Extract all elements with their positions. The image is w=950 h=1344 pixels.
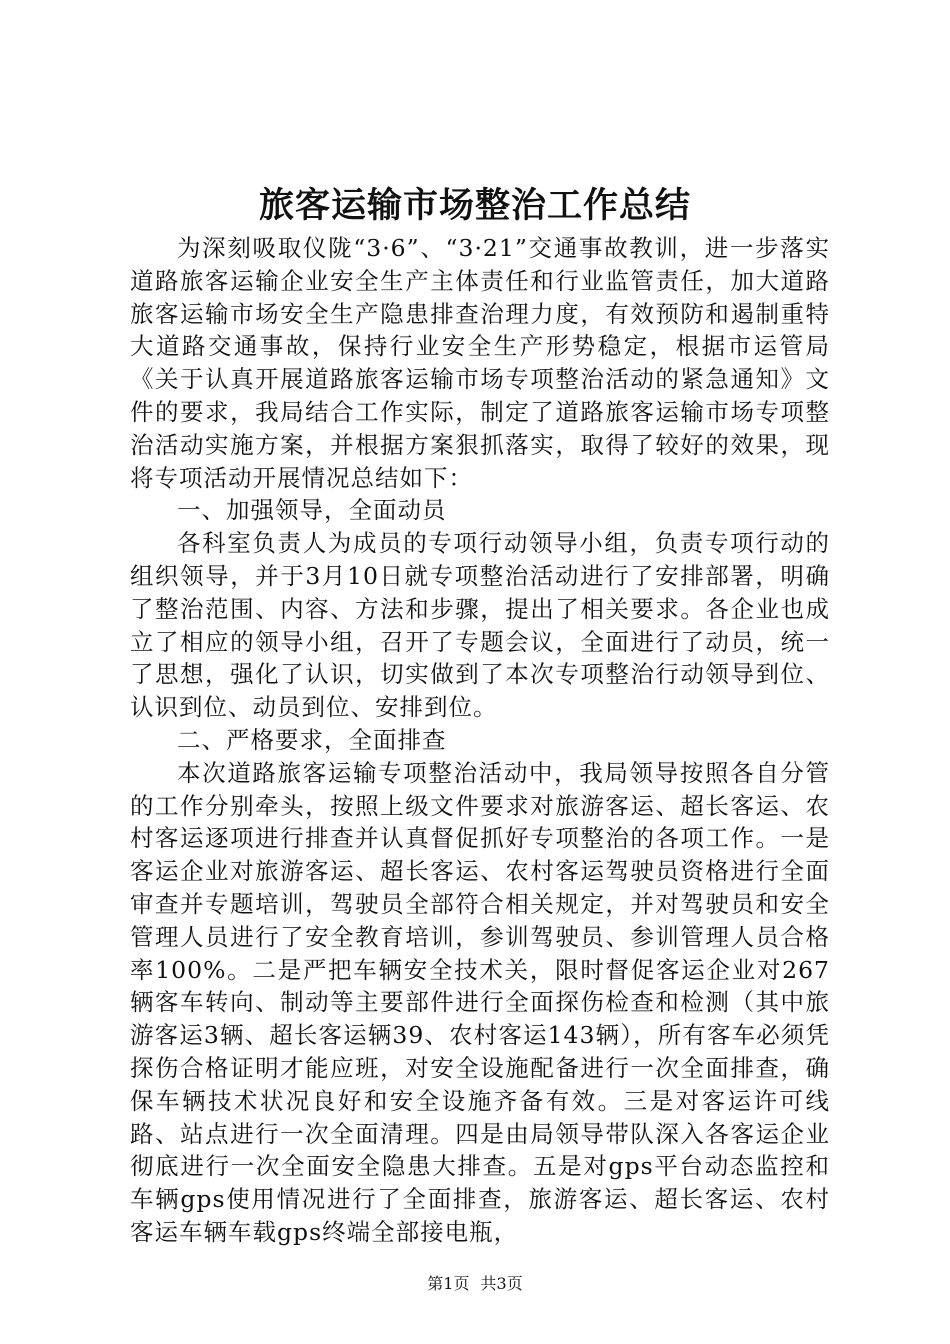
section-1-paragraph: 各科室负责人为成员的专项行动领导小组，负责专项行动的组织领导，并于3月10日就专项整治活动进行了安排部署，明确了整治范围、内容、方法和步骤，提出了相关要求。各企业也成立了相应的领导小组，召开了专题会议，全面进行了动员，统一了思想，强化了认识，切实做到了本次专项整治行动领导到位、认识到位、动员到位、安排到位。 xyxy=(130,529,830,722)
document-title: 旅客运输市场整治工作总结 xyxy=(258,185,691,226)
page-total: 共3页 xyxy=(480,1274,523,1293)
section-heading-1: 一、加强领导，全面动员 xyxy=(177,496,447,525)
page-number: 第1页 xyxy=(427,1274,470,1293)
page-footer xyxy=(0,1273,950,1295)
section-2-paragraph: 本次道路旅客运输专项整治活动中，我局领导按照各自分管的工作分别牵头，按照上级文件要求对旅游客运、超长客运、农村客运逐项进行排查并认真督促抓好专项整治的各项工作。一是客运企业对旅游客运、超长客运、农村客运驾驶员资格进行全面审查并专题培训，驾驶员全部符合相关规定，并对驾驶员和安全管理人员进行了安全教育培训，参训驾驶员、参训管理人员合格率100%。二是严把车辆安全技术关，限时督促客运企业对267辆客车转向、制动等主要部件进行全面探伤检查和检测（其中旅游客运3辆、超长客运辆39、农村客运143辆），所有客车必须凭探伤合格证明才能应班，对安全设施配备进行一次全面排查，确保车辆技术状况良好和安全设施齐备有效。三是对客运许可线路、站点进行一次全面清理。四是由局领导带队深入各客运企业彻底进行一次全面安全隐患大排查。五是对gps平台动态监控和车辆gps使用情况进行了全面排查，旅游客运、超长客运、农村客运车辆车载gps终端全部接电瓶， xyxy=(130,758,830,1246)
section-heading-2: 二、严格要求，全面排查 xyxy=(177,725,447,754)
intro-paragraph: 为深刻吸取仪陇“3·6”、“3·21”交通事故教训，进一步落实道路旅客运输企业安全生产主体责任和行业监管责任，加大道路旅客运输市场安全生产隐患排查治理力度，有效预防和遏制重特大道路交通事故，保持行业安全生产形势稳定，根据市运管局《关于认真开展道路旅客运输市场专项整治活动的紧急通知》文件的要求，我局结合工作实际，制定了道路旅客运输市场专项整治活动实施方案，并根据方案狠抓落实，取得了较好的效果，现将专项活动开展情况总结如下： xyxy=(130,234,830,492)
document-body xyxy=(130,232,830,1249)
